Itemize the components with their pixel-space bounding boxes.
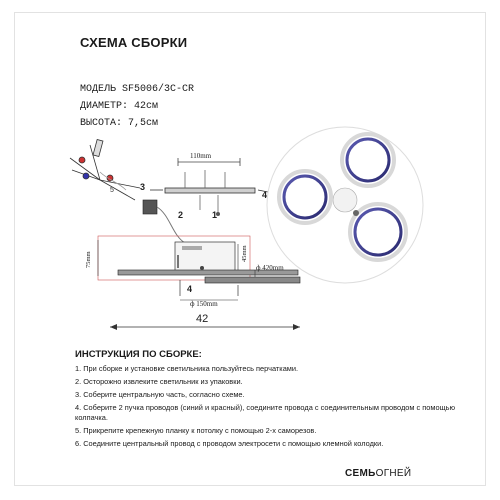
instruction-step: 5. Прикрепите крепежную планку к потолку с помощью 2-х саморезов. (75, 426, 317, 435)
instruction-step: 3. Соберите центральную часть, согласно схеме. (75, 390, 245, 399)
brand-part2: ОГНЕЙ (375, 468, 412, 479)
side-elevation (85, 236, 300, 308)
instruction-step: 2. Осторожно извлеките светильник из упаковки. (75, 377, 243, 386)
instruction-step: 1. При сборке и установке светильника пользуйтесь перчатками. (75, 364, 299, 373)
instruction-step: 4. Соберите 2 пучка проводов (синий и красный), соедините провода с соединительным проводом с помощью колпачка. (75, 403, 456, 422)
spec-diameter: ДИАМЕТР: 42см (80, 101, 159, 112)
callout-1: 1 (212, 210, 218, 220)
dim-45-label: 45mm (241, 245, 248, 262)
callout-4-bottom: 4 (187, 284, 193, 294)
callout-5: 5 (110, 187, 114, 194)
lamp-ring-top (342, 134, 394, 186)
dim-75-label: 75mm (85, 251, 92, 268)
spec-model: МОДЕЛЬ SF5006/3C-CR (80, 84, 195, 95)
wire-bundle-illustration (70, 139, 140, 200)
instruction-step: 6. Соедините центральный провод с проводом электросети с помощью клемной колодки. (75, 439, 384, 448)
overall-width-label: 42 (196, 313, 209, 325)
instructions-list (75, 364, 480, 452)
callout-3: 3 (140, 182, 146, 192)
brand-part1: СЕМЬ (345, 468, 376, 479)
brand-logo (345, 468, 411, 479)
dim-110-label: 110mm (190, 152, 212, 160)
dim-420-label: ф 420mm (256, 264, 284, 272)
dim-150-label: ф 150mm (190, 300, 218, 308)
lamp-ring-left (279, 171, 331, 223)
overall-width-dimension (110, 313, 300, 330)
callout-4-top: 4 (262, 190, 268, 200)
spec-height: ВЫСОТА: 7,5см (80, 118, 159, 129)
callout-2: 2 (178, 210, 184, 220)
terminal-block (143, 200, 185, 243)
instructions-title: ИНСТРУКЦИЯ ПО СБОРКЕ: (75, 349, 202, 360)
page-title: СХЕМА СБОРКИ (80, 35, 188, 50)
mounting-plate (150, 152, 268, 216)
lamp-top-view (267, 127, 423, 283)
